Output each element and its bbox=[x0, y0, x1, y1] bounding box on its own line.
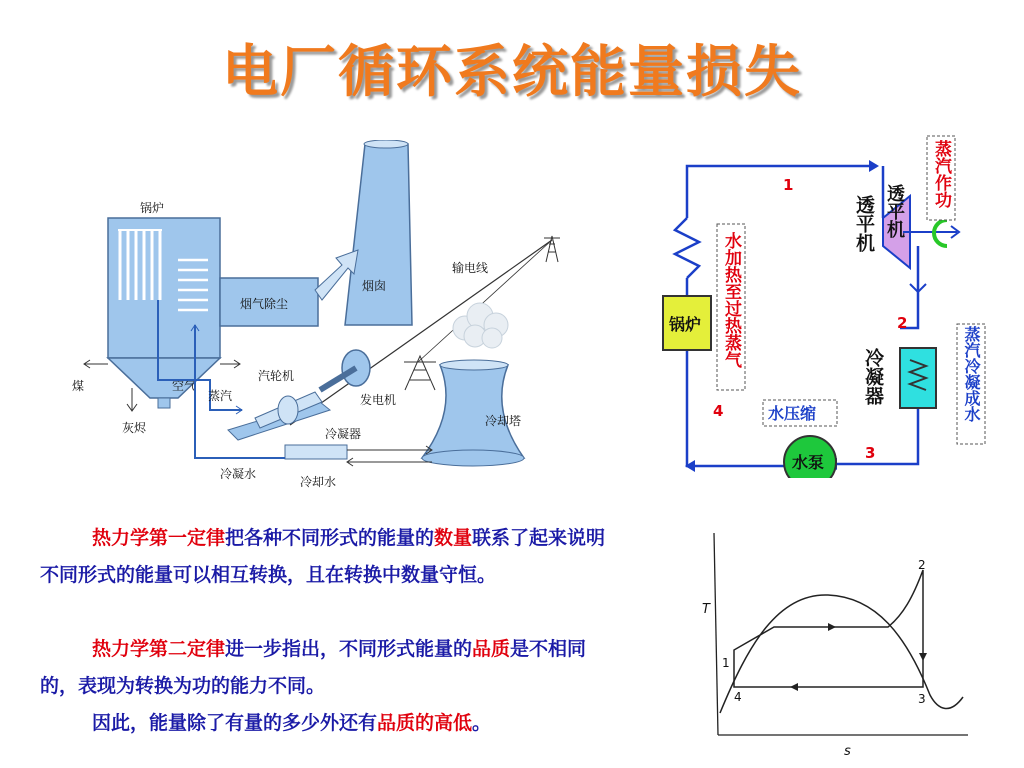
chimney-shape bbox=[345, 144, 412, 325]
second-law-name: 热力学第二定律 bbox=[92, 638, 226, 660]
label-dust: 烟气除尘 bbox=[240, 297, 289, 311]
rankine-cycle-diagram bbox=[655, 128, 1005, 478]
label-condenser: 冷凝器 bbox=[325, 427, 362, 441]
label-condenser-vertical: 冷凝器 bbox=[862, 348, 884, 405]
conclusion-emphasis: 品质的高低 bbox=[377, 712, 473, 734]
label-boiler: 锅炉 bbox=[140, 201, 165, 215]
label-generator: 发电机 bbox=[360, 393, 397, 407]
step-2: 2 bbox=[897, 314, 908, 332]
point-3: 3 bbox=[918, 692, 926, 706]
step-1: 1 bbox=[783, 176, 794, 194]
conclusion-text-a: 因此，能量除了有量的多少外还有 bbox=[92, 712, 378, 734]
label-turbine-vertical: 透平机 bbox=[853, 195, 875, 252]
label-coal: 煤 bbox=[72, 379, 85, 393]
page-title: 电厂循环系统能量损失 bbox=[222, 40, 802, 105]
label-compress: 水压缩 bbox=[768, 404, 817, 423]
first-law-emphasis: 数量 bbox=[434, 527, 473, 549]
label-cooling-tower: 冷却塔 bbox=[485, 414, 522, 428]
label-steam-work: 蒸汽作功 bbox=[931, 140, 951, 208]
second-law-text-b: 是不相同的，表现为转换为功的能力不同。 bbox=[40, 638, 587, 697]
label-air: 空气 bbox=[172, 379, 197, 393]
label-pump: 水泵 bbox=[792, 453, 825, 472]
label-ash: 灰烬 bbox=[122, 421, 147, 435]
label-transmission: 输电线 bbox=[452, 261, 489, 275]
cooling-tower-shape bbox=[422, 365, 524, 458]
point-2: 2 bbox=[918, 558, 926, 572]
label-condense: 蒸汽冷凝成水 bbox=[962, 326, 981, 422]
label-chimney: 烟囱 bbox=[362, 279, 387, 293]
first-law-text-a: 把各种不同形式的能量的 bbox=[225, 527, 435, 549]
condenser-shape bbox=[285, 445, 347, 459]
paragraph-conclusion bbox=[40, 705, 620, 742]
conclusion-end: 。 bbox=[472, 712, 492, 734]
label-boiler: 锅炉 bbox=[669, 315, 702, 334]
boiler-body bbox=[108, 218, 220, 358]
y-axis-label: T bbox=[702, 602, 710, 617]
condenser-box bbox=[900, 348, 936, 408]
step-3: 3 bbox=[865, 444, 876, 462]
paragraph-second-law bbox=[40, 631, 620, 705]
ts-diagram bbox=[698, 525, 978, 760]
saturation-dome bbox=[720, 595, 963, 713]
second-law-text-a: 进一步指出，不同形式能量的 bbox=[225, 638, 473, 660]
paragraph-first-law bbox=[40, 520, 620, 594]
second-law-emphasis: 品质 bbox=[472, 638, 511, 660]
x-axis-label: s bbox=[844, 744, 851, 759]
label-turbine: 汽轮机 bbox=[258, 369, 295, 383]
point-1: 1 bbox=[722, 656, 730, 670]
point-4: 4 bbox=[734, 690, 742, 704]
step-4: 4 bbox=[713, 402, 724, 420]
label-heat-water: 水加热至过热蒸气 bbox=[721, 232, 741, 368]
label-steam: 蒸汽 bbox=[208, 389, 233, 403]
first-law-name: 热力学第一定律 bbox=[92, 527, 226, 549]
label-cooling-water: 冷却水 bbox=[300, 475, 337, 489]
power-plant-diagram bbox=[60, 140, 580, 500]
label-condensate: 冷凝水 bbox=[220, 467, 257, 481]
label-turbine: 透平机 bbox=[851, 184, 905, 205]
first-law-text-b: 联系了起来说明不同形式的能量可以相互转换，且在转换中数量守恒。 bbox=[40, 527, 606, 586]
y-axis bbox=[714, 533, 718, 735]
